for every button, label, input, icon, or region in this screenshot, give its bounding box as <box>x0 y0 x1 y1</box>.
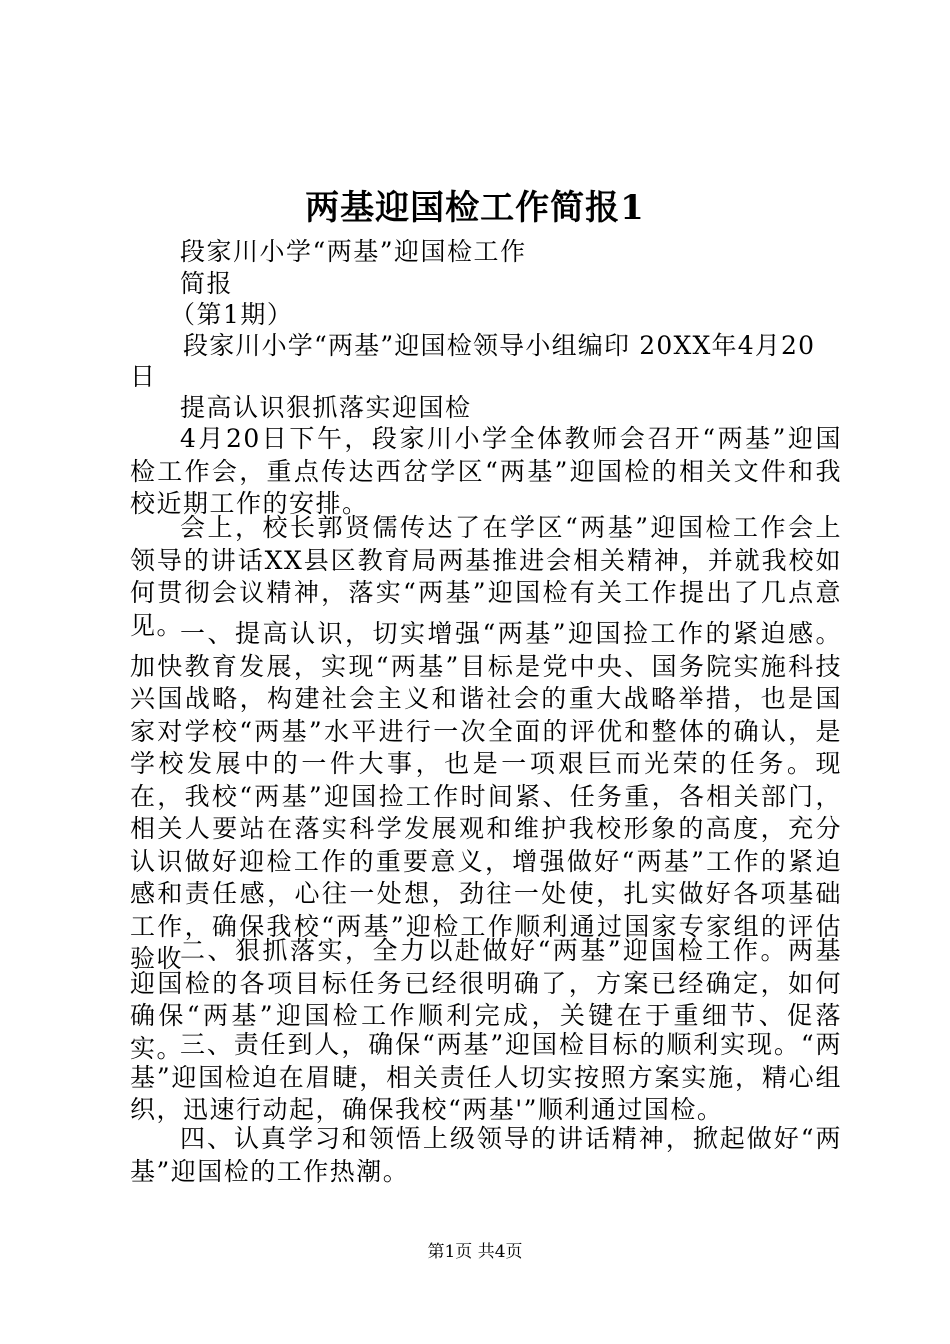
issue-number: （第1期） <box>170 300 294 329</box>
page-footer: 第1页 共4页 <box>427 1242 523 1262</box>
editor-line-continued: 日 <box>130 362 157 391</box>
paragraph-1: 4月20日下午，段家川小学全体教师会召开“两基”迎国检工作会，重点传达西岔学区“两基”迎国检的相关文件和我校近期工作的安排。 <box>130 424 842 518</box>
paragraph-4: 二、狠抓落实，全力以赴做好“两基”迎国检工作。两基迎国检的各项目标任务已经很明确了，方案已经确定，如何确保“两基”迎国检工作顺利完成，关键在于重细节、促落实。 <box>130 936 842 1063</box>
headline: 提高认识狠抓落实迎国检 <box>180 393 472 422</box>
school-line: 段家川小学“两基”迎国检工作 <box>180 237 527 266</box>
paragraph-6: 四、认真学习和领悟上级领导的讲话精神，掀起做好“两基”迎国检的工作热潮。 <box>130 1124 842 1186</box>
paragraph-3: 一、提高认识，切实增强“两基”迎国捡工作的紧迫感。加快教育发展，实现“两基”目标是党中央、国务院实施科技兴国战略，构建社会主义和谐社会的重大战略举措，也是国家对学校“两基”水平进行一次全面的评优和整体的确认，是学校发展中的一件大事，也是一项艰巨而光荣的任务。现在，我校“两基”迎国捡工作时间紧、任务重，各相关部门，相关人要站在落实科学发展观和维护我校形象的高度，充分认识做好迎检工作的重要意义，增强做好“两基”工作的紧迫感和责任感，心往一处想，劲往一处使，扎实做好各项基础工作，确保我校“两基”迎检工作顺利通过国家专家组的评估验收 <box>130 619 842 973</box>
document-title: 两基迎国检工作简报1 <box>305 188 645 228</box>
brief-label: 简报 <box>180 269 234 298</box>
paragraph-5: 三、责任到人，确保“两基”迎国检目标的顺利实现。“两基”迎国检迫在眉睫，相关责任人切实按照方案实施，精心组织，迅速行动起，确保我校“两基'”顺利通过国检。 <box>130 1030 842 1124</box>
paragraph-2: 会上，校长郭贤儒传达了在学区“两基”迎国检工作会上领导的讲话XX县区教育局两基推进会相关精神，并就我校如何贯彻会议精神，落实“两基”迎国检有关工作提出了几点意见。 <box>130 513 842 640</box>
editor-line: 段家川小学“两基”迎国检领导小组编印 20XX年4月20 <box>183 331 816 360</box>
